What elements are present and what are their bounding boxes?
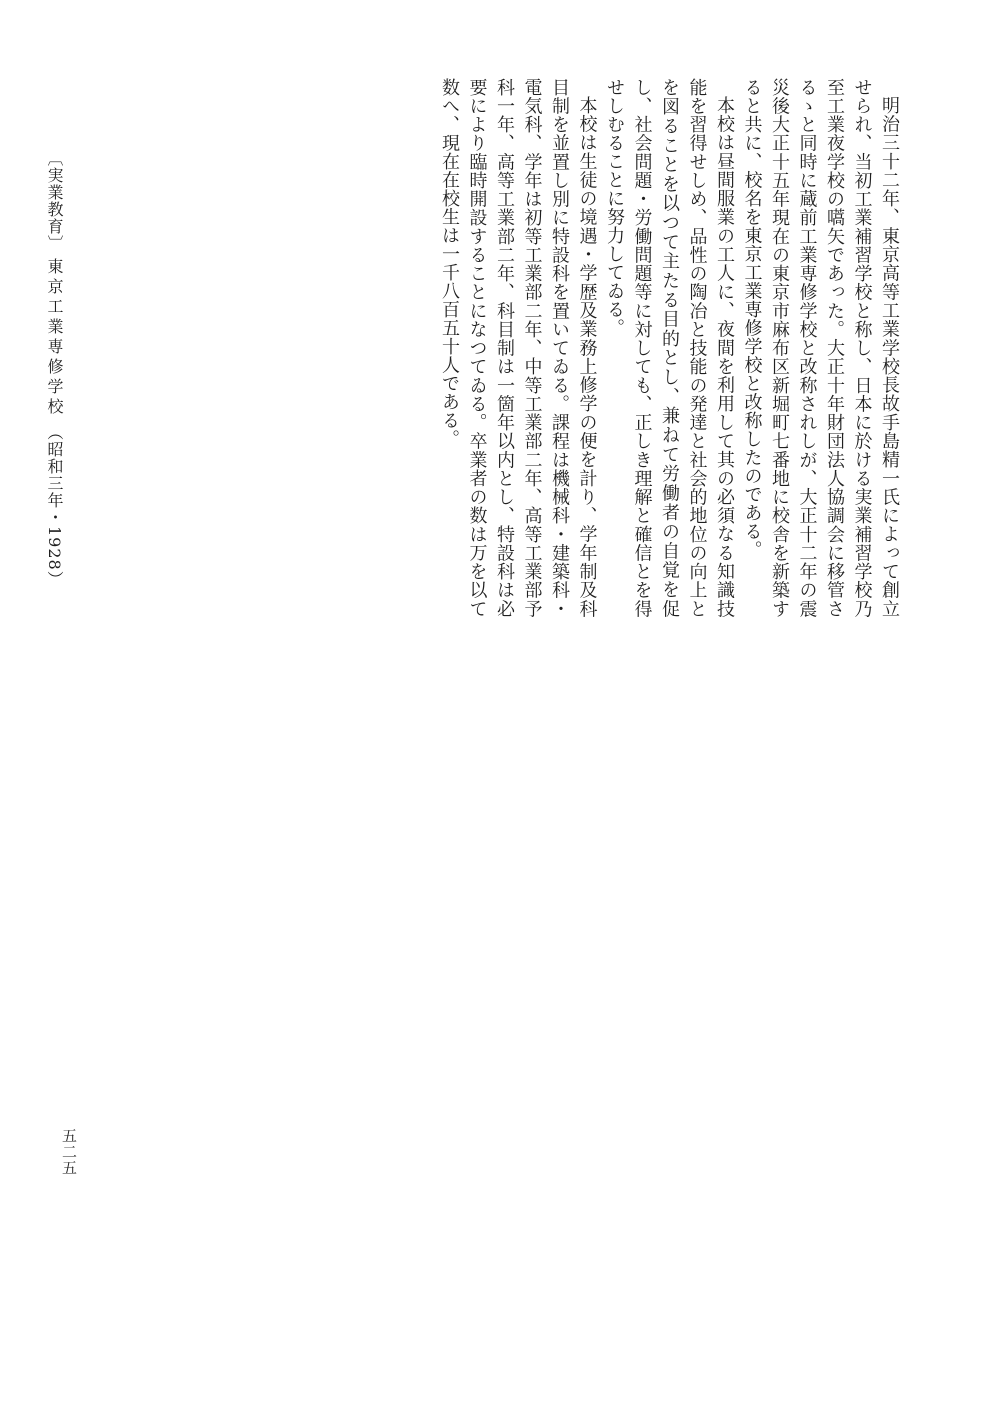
running-head-year: （昭和三年・1928）: [45, 424, 64, 588]
page-number: 五二五: [60, 1128, 78, 1176]
body-text: [436, 78, 904, 618]
running-head-title: 東京工業専修学校: [45, 258, 64, 419]
paragraph-purpose: 本校は昼間服業の工人に、夜間を利用して其の必須なる知識技能を習得せしめ、品性の陶冶と技能の発達と社会的地位の向上とを図ることを以つて主たる目的とし、兼ねて労働者の自覚を促し、社会問題・労働問題等に対しても、正しき理解と確信とを得せしむることに努力してゐる。: [604, 78, 735, 619]
paragraph-curriculum: 本校は生徒の境遇・学歴及業務上修学の便を計り、学年制及科目制を並置し別に特設科を置いてゐる。課程は機械科・建築科・電気科、学年は初等工業部二年、中等工業部二年、高等工業部予科一年、高等工業部二年、科目制は一箇年以内とし、特設科は必要により臨時開設することになつてゐる。卒業者の数は万を以て数へ、現在在校生は一千八百五十人である。: [439, 78, 598, 618]
paragraph-history: 明治三十二年、東京高等工業学校長故手島精一氏によって創立せられ、当初工業補習学校と称し、日本に於ける実業補習学校乃至工業夜学校の嚆矢であった。大正十年財団法人協調会に移管さるゝと同時に蔵前工業専修学校と改称されしが、大正十二年の震災後大正十五年現在の東京市麻布区新堀町七番地に校舎を新築すると共に、校名を東京工業専修学校と改称したのである。: [741, 78, 900, 618]
running-head: [18, 150, 64, 588]
running-head-section: 〔実業教育〕: [45, 150, 64, 252]
